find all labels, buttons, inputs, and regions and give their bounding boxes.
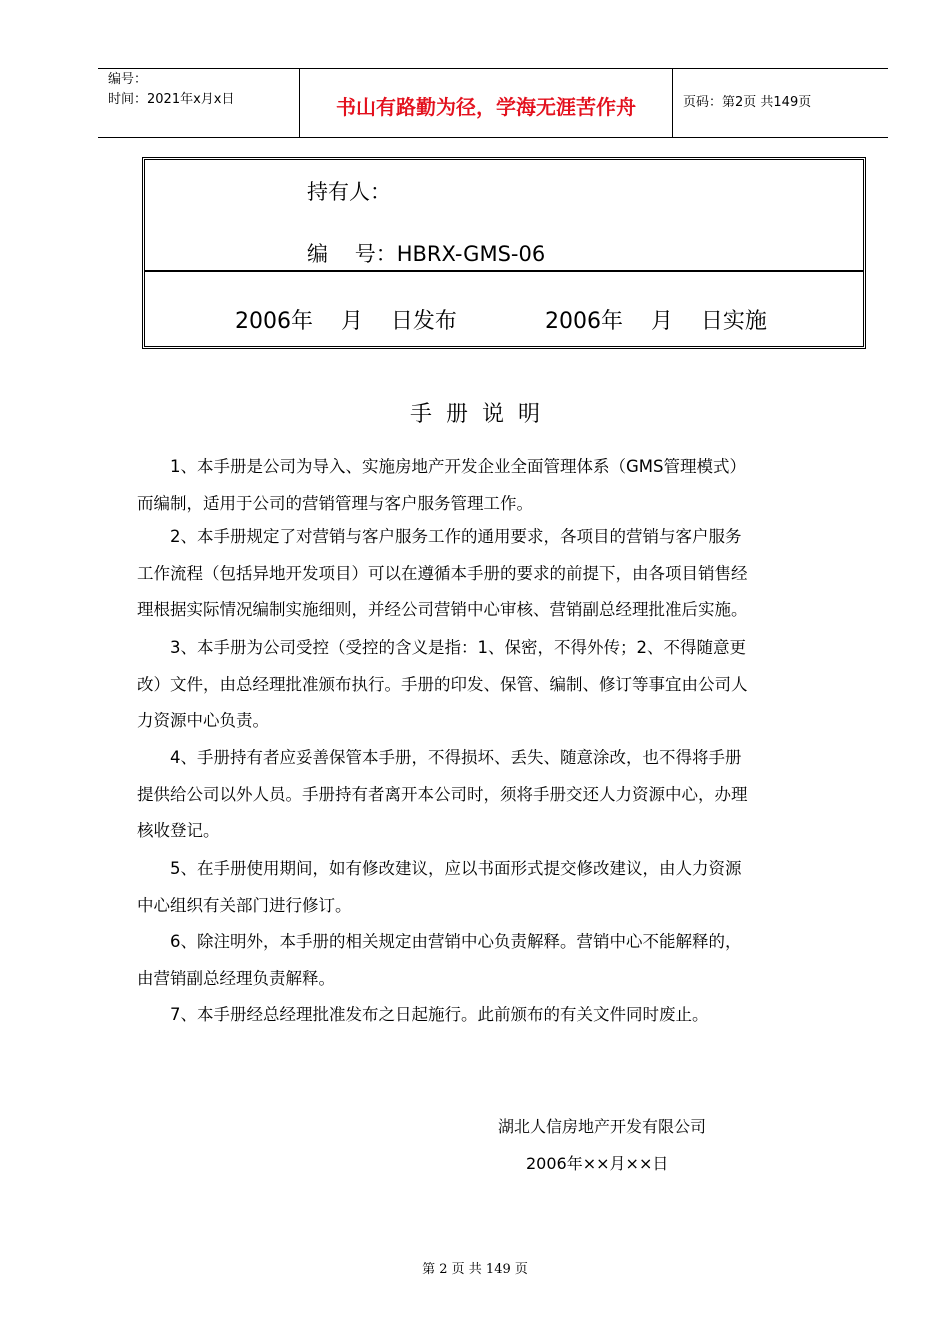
paragraph-line: 2、本手册规定了对营销与客户服务工作的通用要求，各项目的营销与客户服务 [170, 527, 742, 546]
paragraph-line: 1、本手册是公司为导入、实施房地产开发企业全面管理体系（GMS管理模式） [170, 457, 746, 476]
paragraph-line: 7、本手册经总经理批准发布之日起施行。此前颁布的有关文件同时废止。 [170, 1005, 709, 1024]
signature-date: 2006年××月××日 [526, 1154, 669, 1173]
publish-date: 2006年 月 日发布 [235, 309, 457, 334]
paragraph-line: 工作流程（包括异地开发项目）可以在遵循本手册的要求的前提下，由各项目销售经 [137, 563, 748, 583]
paragraph-line: 4、手册持有者应妥善保管本手册，不得损坏、丢失、随意涂改，也不得将手册 [170, 748, 742, 767]
page-title: 手册说明 [409, 402, 554, 427]
paragraph-5 [137, 851, 852, 924]
paragraph-4 [137, 740, 852, 850]
paragraph-line: 提供给公司以外人员。手册持有者离开本公司时，须将手册交还人力资源中心，办理 [137, 784, 748, 804]
paragraph-line: 由营销副总经理负责解释。 [137, 968, 335, 988]
time-label: 时间：2021年x月x日 [108, 92, 235, 107]
header-slogan-cell [300, 69, 673, 137]
company-name: 湖北人信房地产开发有限公司 [498, 1117, 707, 1136]
paragraph-line: 力资源中心负责。 [137, 711, 269, 730]
paragraph-line: 中心组织有关部门进行修订。 [137, 895, 352, 915]
paragraph-line: 改）文件，由总经理批准颁布执行。手册的印发、保管、编制、修订等事宜由公司人 [137, 674, 748, 694]
page-footer: 第 2 页 共 149 页 [422, 1262, 528, 1277]
paragraph-line: 3、本手册为公司受控（受控的含义是指：1、保密，不得外传；2、不得随意更 [170, 638, 746, 657]
document-number: 编 号：HBRX-GMS-06 [307, 242, 546, 266]
paragraph-line: 6、除注明外，本手册的相关规定由营销中心负责解释。营销中心不能解释的， [170, 932, 742, 951]
paragraph-line: 而编制，适用于公司的营销管理与客户服务管理工作。 [137, 493, 533, 513]
header-page-cell [673, 69, 888, 137]
paragraph-line: 5、在手册使用期间，如有修改建议，应以书面形式提交修改建议，由人力资源 [170, 859, 742, 878]
holder-label: 持有人： [307, 180, 391, 204]
holder-box [142, 157, 866, 349]
number-label: 编号： [108, 72, 148, 87]
paragraph-1 [137, 449, 852, 522]
paragraph-line: 理根据实际情况编制实施细则，并经公司营销中心审核、营销副总经理批准后实施。 [137, 600, 748, 619]
page-label: 页码：第2页 共149页 [683, 95, 812, 110]
box-divider [145, 270, 863, 272]
page-header [98, 68, 888, 138]
paragraph-7 [137, 997, 852, 1034]
paragraph-3 [137, 630, 852, 740]
effective-date: 2006年 月 日实施 [545, 309, 767, 334]
header-meta-cell [98, 69, 300, 137]
slogan: 书山有路勤为径，学海无涯苦作舟 [336, 95, 636, 119]
paragraph-6 [137, 924, 852, 997]
paragraph-line: 核收登记。 [137, 821, 220, 840]
paragraph-2 [137, 519, 852, 629]
